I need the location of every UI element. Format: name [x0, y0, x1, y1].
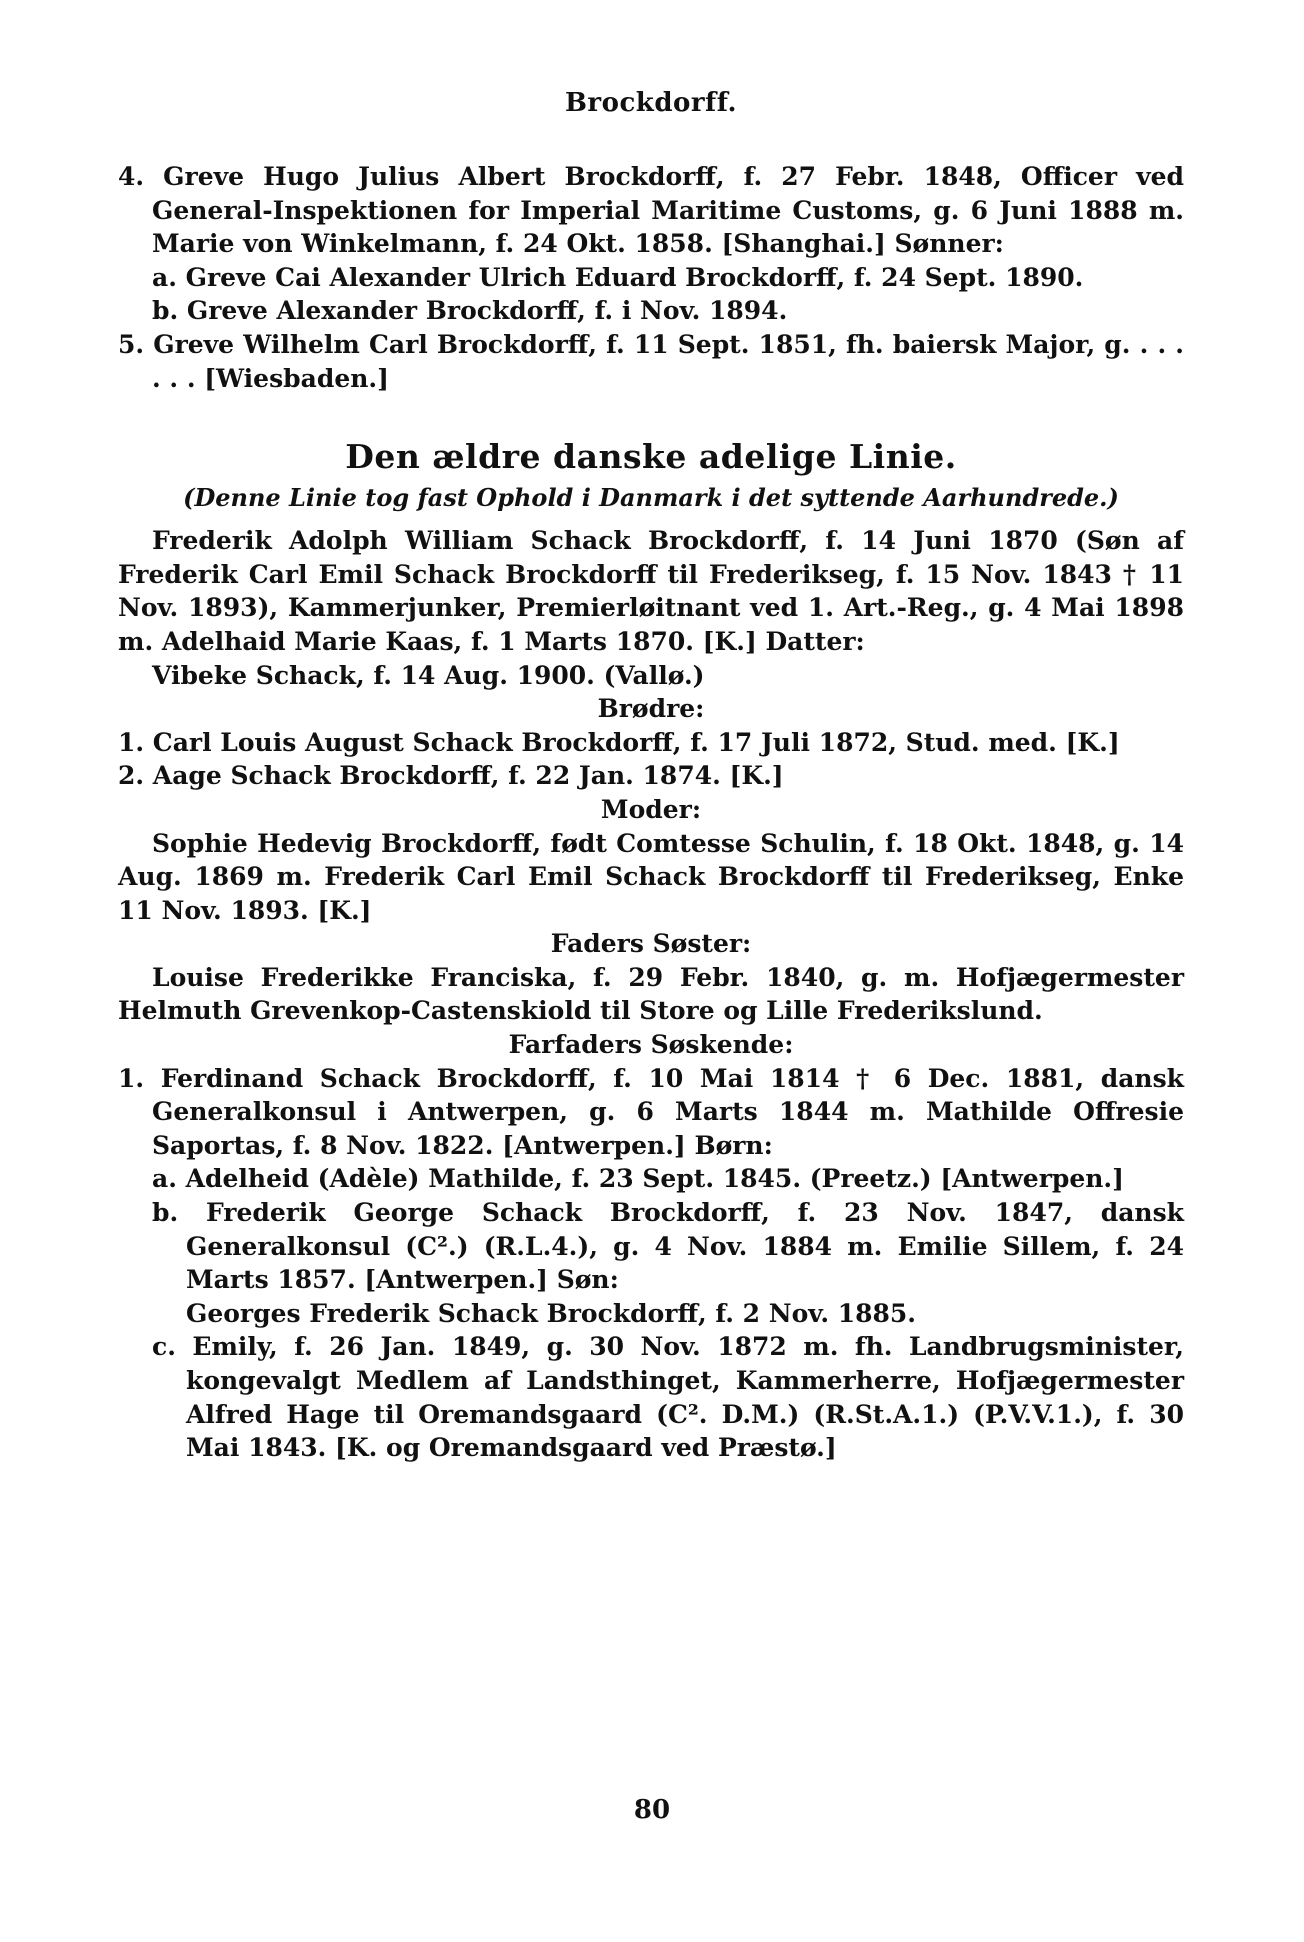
entry-4: 4. Greve Hugo Julius Albert Brockdorff, f. 27 Febr. 1848, Officer ved General-Inspektionen for Imperial Maritime Customs, g. 6 Juni 1888 m. Marie von Winkelmann, f. 24 Okt. 1858. [Shanghai.] Sønner: — [118, 162, 1184, 259]
child-c: c. Emily, f. 26 Jan. 1849, g. 30 Nov. 1872 m. fh. Landbrugsminister, kongevalgt Medlem af Landsthinget, Kammerherre, Hofjægermester Alfred Hage til Oremandsgaard (C². D.M.) (R.St.A.1.) (P.V.V.1.), f. 30 Mai 1843. [K. og Oremandsgaard ved Præstø.] — [152, 1332, 1184, 1463]
fathers-sister-label: Faders Søster: — [550, 929, 752, 959]
section-note: (Denne Linie tog fast Ophold i Danmark i det syttende Aarhundrede.) — [183, 483, 1119, 513]
entry-5: 5. Greve Wilhelm Carl Brockdorff, f. 11 Sept. 1851, fh. baiersk Major, g. . . . . . . [Wiesbaden.] — [118, 329, 1184, 393]
grandfathers-siblings-label: Farfaders Søskende: — [508, 1030, 794, 1060]
section-title: Den ældre danske adelige Linie. — [345, 437, 957, 477]
main-entry: Frederik Adolph William Schack Brockdorff, f. 14 Juni 1870 (Søn af Frederik Carl Emil Schack Brockdorff til Frederikseg, f. 15 Nov. 1843 † 11 Nov. 1893), Kammerjunker, Premierløitnant ved 1. Art.-Reg., g. 4 Mai 1898 m. Adelhaid Marie Kaas, f. 1 Marts 1870. [K.] Datter: — [118, 526, 1184, 656]
grandfathers-sibling-1: 1. Ferdinand Schack Brockdorff, f. 10 Mai 1814 † 6 Dec. 1881, dansk Generalkonsul i Antwerpen, g. 6 Marts 1844 m. Mathilde Offresie Saportas, f. 8 Nov. 1822. [Antwerpen.] Børn: — [118, 1063, 1184, 1160]
page-number: 80 — [633, 1795, 671, 1825]
child-b-son: Georges Frederik Schack Brockdorff, f. 2 Nov. 1885. — [186, 1298, 917, 1328]
entry-4a: a. Greve Cai Alexander Ulrich Eduard Brockdorff, f. 24 Sept. 1890. — [152, 262, 1084, 292]
fathers-sister-entry: Louise Frederikke Franciska, f. 29 Febr. 1840, g. m. Hofjægermester Helmuth Grevenkop-Castenskiold til Store og Lille Frederikslund. — [118, 962, 1184, 1026]
mother-entry: Sophie Hedevig Brockdorff, født Comtesse Schulin, f. 18 Okt. 1848, g. 14 Aug. 1869 m. Frederik Carl Emil Schack Brockdorff til Frederikseg, Enke 11 Nov. 1893. [K.] — [118, 828, 1184, 925]
mother-label: Moder: — [600, 794, 702, 824]
brother-1: 1. Carl Louis August Schack Brockdorff, f. 17 Juli 1872, Stud. med. [K.] — [118, 727, 1120, 757]
child-a: a. Adelheid (Adèle) Mathilde, f. 23 Sept. 1845. (Preetz.) [Antwerpen.] — [152, 1164, 1124, 1194]
child-b: b. Frederik George Schack Brockdorff, f. 23 Nov. 1847, dansk Generalkonsul (C².) (R.L.4.), g. 4 Nov. 1884 m. Emilie Sillem, f. 24 Marts 1857. [Antwerpen.] Søn: — [152, 1198, 1184, 1295]
entry-4b: b. Greve Alexander Brockdorff, f. i Nov. 1894. — [152, 296, 788, 326]
brother-2: 2. Aage Schack Brockdorff, f. 22 Jan. 1874. [K.] — [118, 761, 784, 791]
document-page — [118, 88, 1184, 1465]
brothers-label: Brødre: — [597, 694, 705, 724]
daughter-entry: Vibeke Schack, f. 14 Aug. 1900. (Vallø.) — [152, 660, 705, 690]
running-title: Brockdorff. — [564, 88, 738, 118]
